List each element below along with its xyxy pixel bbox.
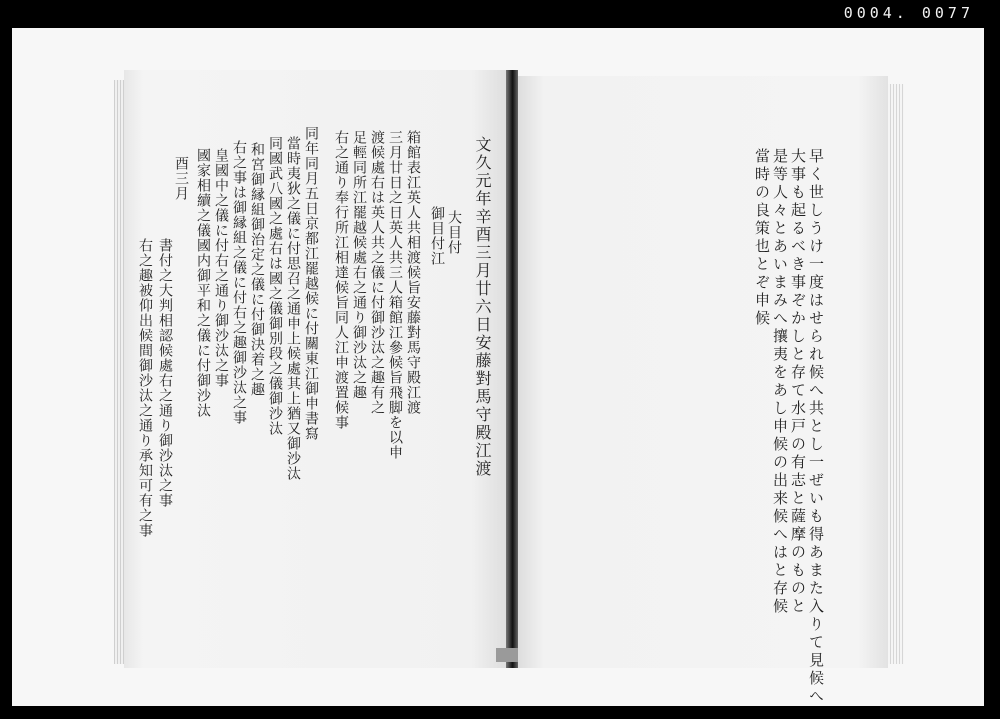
- text-column: 酉三月: [173, 156, 189, 201]
- text-column: 大事も起るべき事ぞかしと存て水戸の有志と薩摩のものと: [789, 148, 807, 616]
- text-column: 皇國中之儀に付右之通り御沙汰之事: [213, 148, 229, 388]
- text-column: 右之通り奉行所江相達候旨同人江申渡置候事: [333, 130, 349, 430]
- text-column: 早く世しうけ一度はせられ候へ共とし一ぜいも得あまた入りて見候へ: [807, 148, 825, 706]
- text-column: 當時の良策也とぞ申候: [753, 148, 771, 328]
- text-column: 和宮御縁組御治定之儀に付御決着之趣: [249, 142, 265, 397]
- text-column: 大目付: [446, 210, 462, 255]
- text-column: 文久元年辛酉三月廿六日安藤對馬守殿江渡: [473, 136, 492, 478]
- text-column: 是等人々とあいまみへ攘夷をあし申候の出来候へはと存候: [771, 148, 789, 616]
- text-column: 書付之大判相認候處右之通り御沙汰之事: [157, 238, 173, 508]
- left-page: [124, 70, 510, 668]
- book-gutter: [506, 70, 518, 668]
- text-column: 同年同月五日京都江罷越候に付關東江御申書寫: [303, 126, 319, 441]
- binding-clip: [496, 648, 518, 662]
- text-column: 御目付江: [429, 206, 445, 266]
- text-column: 右之趣被仰出候間御沙汰之通り承知可有之事: [137, 238, 153, 538]
- text-column: 箱館表江英人共相渡候旨安藤對馬守殿江渡: [405, 130, 421, 415]
- text-column: 渡候處右は英人共之儀に付御沙汰之趣有之: [369, 130, 385, 415]
- right-page: [514, 76, 888, 706]
- text-column: 三月廿日之日英人共三人箱館江參候旨飛脚を以申: [387, 130, 403, 460]
- open-book: [124, 70, 904, 706]
- frame-id: 0004. 0077: [843, 4, 974, 22]
- text-column: 右之事は御縁組之儀に付右之趣御沙汰之事: [231, 140, 247, 425]
- text-column: 當時夷狄之儀に付思召之通申上候處其上猶又御沙汰: [285, 136, 301, 481]
- text-column: 足輕同所江罷越候處右之通り御沙汰之趣: [351, 130, 367, 400]
- text-column: 國家相續之儀國内御平和之儀に付御沙汰: [195, 148, 211, 418]
- text-column: 同國武八國之處右は國之儀御別段之儀御沙汰: [267, 136, 283, 436]
